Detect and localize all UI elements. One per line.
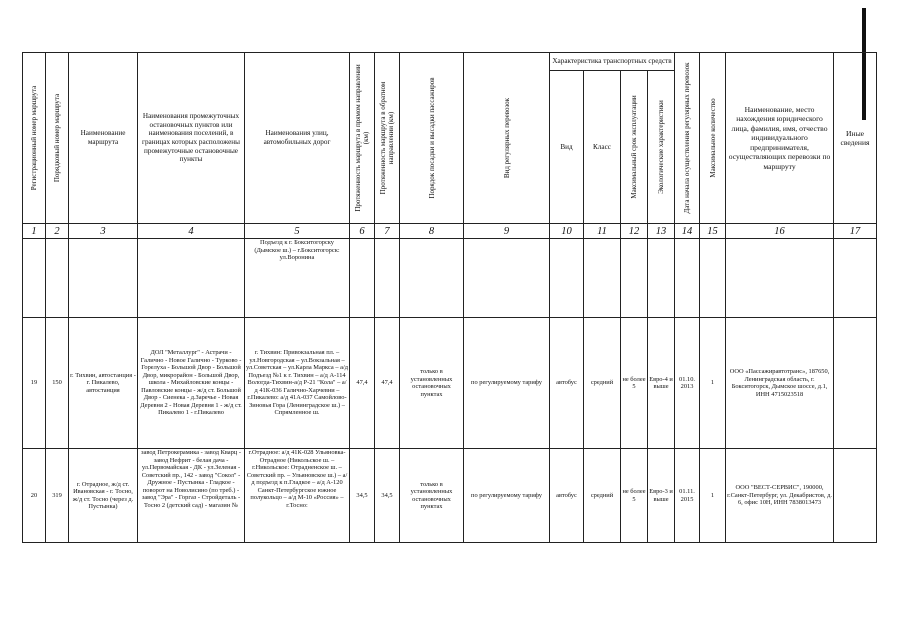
row-max-age: не более 5: [621, 318, 648, 449]
row-max-count: [700, 239, 726, 318]
row-max-age: не более 5: [621, 449, 648, 543]
header-eco-text: Экологические характеристики: [656, 100, 665, 194]
row-transport-type: [464, 239, 550, 318]
row-stops: [138, 239, 245, 318]
header-route-name: Наименование маршрута: [69, 53, 138, 224]
row-start-date: 01.10. 2013: [675, 318, 700, 449]
header-start-date: [675, 53, 700, 224]
col-number: 15: [700, 224, 726, 239]
row-boarding-order: только в установленных остановочных пунктах: [400, 318, 464, 449]
row-max-count: 1: [700, 449, 726, 543]
row-vehicle-kind: автобус: [550, 449, 584, 543]
col-number: 9: [464, 224, 550, 239]
row-seq-number: 319: [46, 449, 69, 543]
row-boarding-order: [400, 239, 464, 318]
row-stops: завод Петрокерамика - завод Кварц - завод Нефрит - белая дача - ул.Первомайская - ДК - ул.Зеленая - Советский пр., 142 - завод "Сокол" - Дружное - Пустынка - Гладкое - поворот на Новолисино (по треб.) - завод "Эра" - Горгаз - Стройдеталь - Тосно 2 (детский сад) - магазин №: [138, 449, 245, 543]
col-number: 16: [726, 224, 834, 239]
col-number: 10: [550, 224, 584, 239]
table-row: [23, 449, 877, 543]
row-reg-number: 20: [23, 449, 46, 543]
row-vehicle-kind: автобус: [550, 318, 584, 449]
row-transport-type: по регулируемому тарифу: [464, 318, 550, 449]
row-length-forward: 47,4: [350, 318, 375, 449]
header-max-age: [621, 71, 648, 224]
row-route-name: [69, 239, 138, 318]
col-number: 11: [584, 224, 621, 239]
row-seq-number: 150: [46, 318, 69, 449]
row-length-back: 47,4: [375, 318, 400, 449]
header-length-forward: [350, 53, 375, 224]
row-length-back: 34,5: [375, 449, 400, 543]
row-vehicle-kind: [550, 239, 584, 318]
header-length-forward-text: Протяженность маршрута в прямом направлении (км): [353, 64, 370, 212]
header-row-1: [23, 53, 877, 71]
header-boarding-order-text: Порядок посадки и высадки пассажиров: [427, 77, 436, 199]
column-number-row: [23, 224, 877, 239]
header-length-back: [375, 53, 400, 224]
row-max-count: 1: [700, 318, 726, 449]
row-route-name: г. Отрадное, ж/д ст. Ивановская - г. Тосно, ж/д ст. Тосно (через д. Пустынка): [69, 449, 138, 543]
col-number: 12: [621, 224, 648, 239]
header-stops: Наименования промежуточных остановочных пунктов или наименования поселений, в границах которых расположены промежуточные остановочные пункты: [138, 53, 245, 224]
header-operator: Наименование, место нахождения юридического лица, фамилия, имя, отчество индивидуального предпринимателя, осуществляющих перевозки по маршруту: [726, 53, 834, 224]
row-operator: ООО "ВЕСТ-СЕРВИС", 190000, г.Санкт-Петербург, ул. Декабристов, д. 6, офис 10Н, ИНН 7838013473: [726, 449, 834, 543]
col-number: 8: [400, 224, 464, 239]
row-vehicle-class: [584, 239, 621, 318]
header-seq-number-text: Порядковый номер маршрута: [52, 93, 61, 183]
row-boarding-order: только в установленных остановочных пунктах: [400, 449, 464, 543]
route-register-table: [22, 52, 877, 543]
col-number: 2: [46, 224, 69, 239]
row-stops: ДОЛ "Металлург" - Астрачи - Галично - Новое Галично - Турково - Горелуха - Большой Двор - Большой Двор, микрорайон - Большой Двор, школа - Михайловские концы - Павловские концы - ж/д ст. Большой Двор - Сиенека - д.Заречье - Новая Деревня 2 - Новая Деревня 1 - ж/д ст. Пикалево 1 - г.Пикалево: [138, 318, 245, 449]
row-eco: Евро-3 и выше: [648, 449, 675, 543]
header-max-count-text: Максимальное количество: [708, 98, 717, 178]
col-number: 6: [350, 224, 375, 239]
row-length-forward: 34,5: [350, 449, 375, 543]
col-number: 5: [245, 224, 350, 239]
header-vehicle-class: Класс: [584, 71, 621, 224]
col-number: 17: [834, 224, 877, 239]
row-eco: Евро-4 и выше: [648, 318, 675, 449]
header-transport-type: [464, 53, 550, 224]
header-streets: Наименования улиц, автомобильных дорог: [245, 53, 350, 224]
row-max-age: [621, 239, 648, 318]
col-number: 1: [23, 224, 46, 239]
row-reg-number: [23, 239, 46, 318]
row-streets: г. Тихвин: Привокзальная пл. – ул.Новгородская – ул.Вокзальная – ул.Советская – ул.Карла Маркса – а/д Подъезд №1 к г. Тихвин – а/д А-114 Вологда-Тихвин-а/д Р-21 "Кола" – а/д 41К-036 Галично-Харчевни – г.Пикалево: а/д 41А-037 Самойлово-Зиновья Гора (Ленинградское ш.) – Спрямленное ш.: [245, 318, 350, 449]
row-vehicle-class: средний: [584, 318, 621, 449]
row-start-date: [675, 239, 700, 318]
table-row: [23, 239, 877, 318]
row-operator: ООО «Пассажиравтотранс», 187650, Ленинградская область, г. Бокситогорск, Дымское шоссе, д.1, ИНН 4715023518: [726, 318, 834, 449]
header-length-back-text: Протяженность маршрута в обратном направлении (км): [378, 81, 395, 195]
header-start-date-text: Дата начала осуществления регулярных перевозок: [682, 62, 691, 214]
row-other-info: [834, 449, 877, 543]
header-seq-number: [46, 53, 69, 224]
col-number: 4: [138, 224, 245, 239]
header-transport-type-text: Вид регулярных перевозок: [502, 97, 511, 179]
row-reg-number: 19: [23, 318, 46, 449]
row-length-forward: [350, 239, 375, 318]
header-reg-number: [23, 53, 46, 224]
header-vehicle-group: Характеристика транспортных средств: [550, 53, 675, 71]
row-seq-number: [46, 239, 69, 318]
header-max-age-text: Максимальный срок эксплуатации: [629, 95, 638, 199]
row-eco: [648, 239, 675, 318]
header-eco: [648, 71, 675, 224]
row-transport-type: по регулируемому тарифу: [464, 449, 550, 543]
col-number: 14: [675, 224, 700, 239]
row-streets: г.Отрадное: а/д 41К-028 Ульяновка-Отрадное (Никольское ш. – г.Никольское: Отрадненское ш. – Советский пр. – Ульяновское ш.) – а/д подъезд к п.Гладкое – а/д А-120 Санкт-Петербургское южное полукольцо – а/д М-10 «Россия» – г.Тосно:: [245, 449, 350, 543]
header-reg-number-text: Регистрационный номер маршрута: [29, 85, 38, 191]
header-other-info: Иные сведения: [834, 53, 877, 224]
row-other-info: [834, 318, 877, 449]
header-boarding-order: [400, 53, 464, 224]
row-streets: Подъезд к г. Бокситогорску (Дымское ш.) – г.Бокситогорск: ул.Воронина: [245, 239, 350, 318]
row-start-date: 01.11. 2015: [675, 449, 700, 543]
row-route-name: г. Тихвин, автостанция - г. Пикалево, автостанция: [69, 318, 138, 449]
header-max-count: [700, 53, 726, 224]
col-number: 13: [648, 224, 675, 239]
table-row: [23, 318, 877, 449]
row-vehicle-class: средний: [584, 449, 621, 543]
row-operator: [726, 239, 834, 318]
row-length-back: [375, 239, 400, 318]
col-number: 7: [375, 224, 400, 239]
header-vehicle-kind: Вид: [550, 71, 584, 224]
col-number: 3: [69, 224, 138, 239]
row-other-info: [834, 239, 877, 318]
